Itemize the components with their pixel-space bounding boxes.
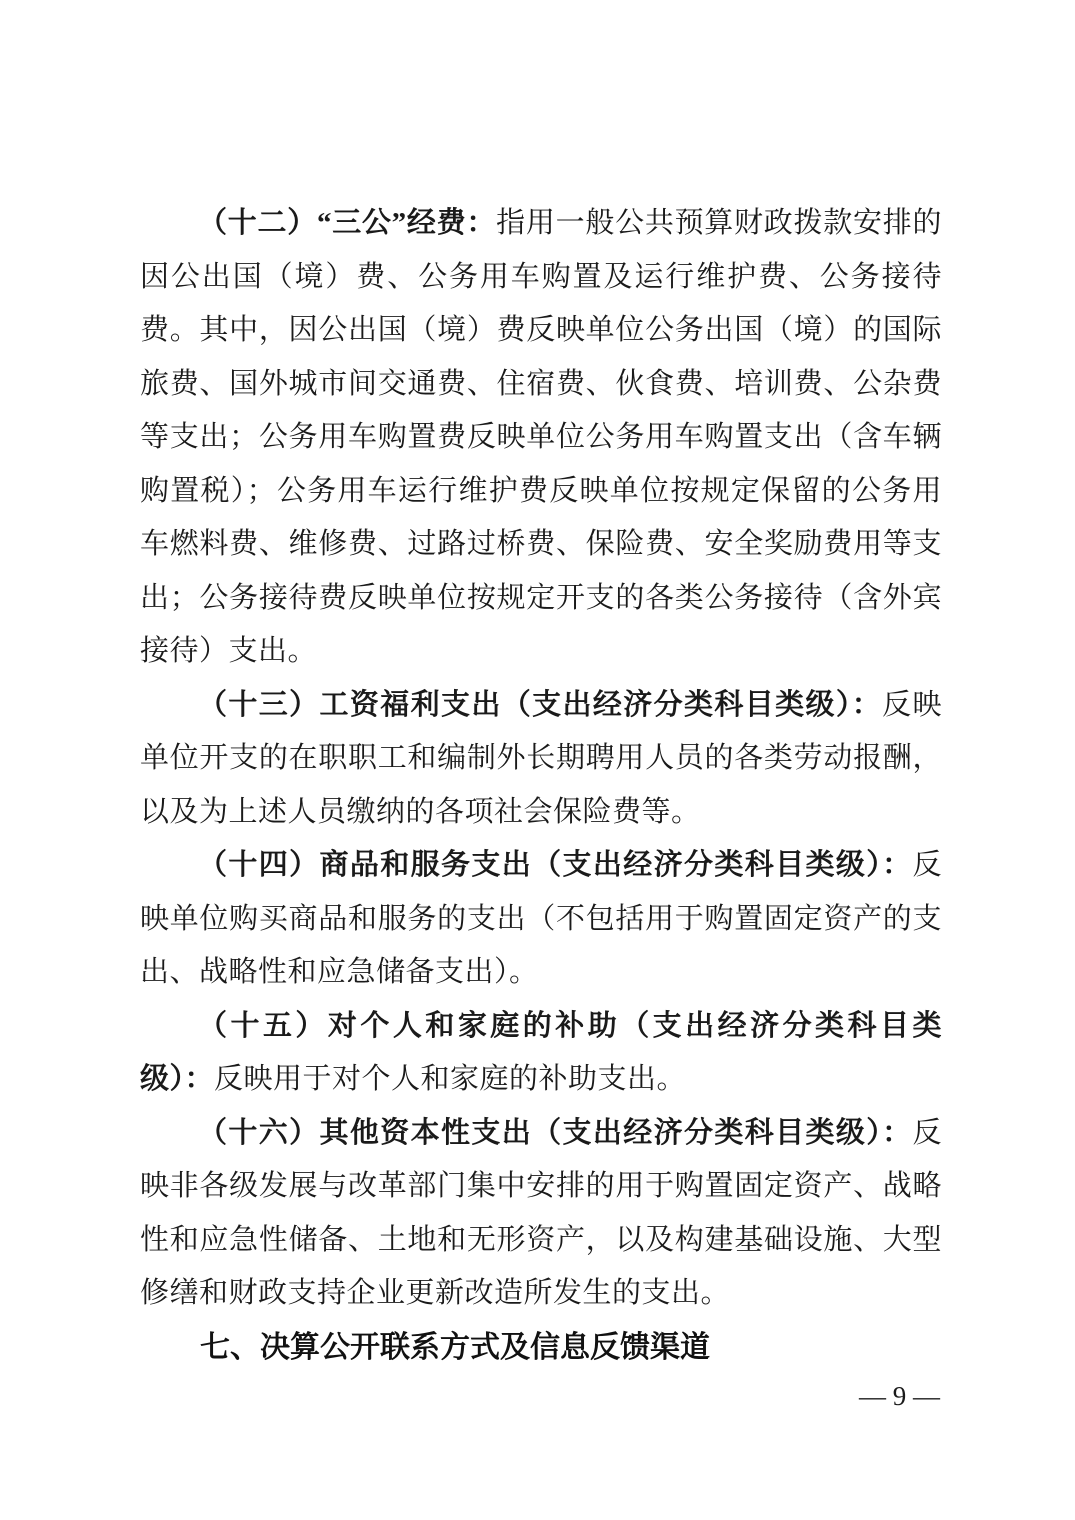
paragraph-item-15 bbox=[140, 1000, 942, 1107]
paragraph-text: 反映非各级发展与改革部门集中安排的用于购置固定资产、战略性和应急性储备、土地和无形资产，以及构建基础设施、大型修缮和财政支持企业更新改造所发生的支出。 bbox=[140, 1116, 942, 1309]
paragraph-lead: （十三）工资福利支出（支出经济分类科目类级）： bbox=[198, 688, 883, 721]
paragraph-item-16 bbox=[140, 1107, 942, 1321]
paragraph-item-13 bbox=[140, 679, 942, 840]
paragraph-lead: （十六）其他资本性支出（支出经济分类科目类级）： bbox=[198, 1116, 913, 1149]
section-heading: 七、决算公开联系方式及信息反馈渠道 bbox=[200, 1330, 710, 1364]
paragraph-text: 反映单位购买商品和服务的支出（不包括用于购置固定资产的支出、战略性和应急储备支出）。 bbox=[140, 849, 942, 988]
paragraph-lead: （十五）对个人和家庭的补助（支出经济分类科目类级）： bbox=[140, 1009, 942, 1095]
paragraph-text: 反映单位开支的在职职工和编制外长期聘用人员的各类劳动报酬，以及为上述人员缴纳的各项社会保险费等。 bbox=[140, 688, 942, 828]
paragraph-lead: （十四）商品和服务支出（支出经济分类科目类级）： bbox=[198, 849, 913, 881]
paragraph-item-14 bbox=[140, 839, 942, 1000]
paragraph-text: 指用一般公共预算财政拨款安排的因公出国（境）费、公务用车购置及运行维护费、公务接待费。其中，因公出国（境）费反映单位公务出国（境）的国际旅费、国外城市间交通费、住宿费、伙食费、培训费、公杂费等支出；公务用车购置费反映单位公务用车购置支出（含车辆购置税）；公务用车运行维护费反映单位按规定保留的公务用车燃料费、维修费、过路过桥费、保险费、安全奖励费用等支出；公务接待费反映单位按规定开支的各类公务接待（含外宾接待）支出。 bbox=[140, 207, 942, 667]
paragraph-item-12 bbox=[140, 197, 942, 679]
paragraph-text: 反映用于对个人和家庭的补助支出。 bbox=[214, 1063, 687, 1095]
page-number: — 9 — bbox=[859, 1381, 940, 1411]
document-body bbox=[140, 197, 942, 1374]
paragraph-lead: （十二）“三公”经费： bbox=[198, 207, 497, 239]
